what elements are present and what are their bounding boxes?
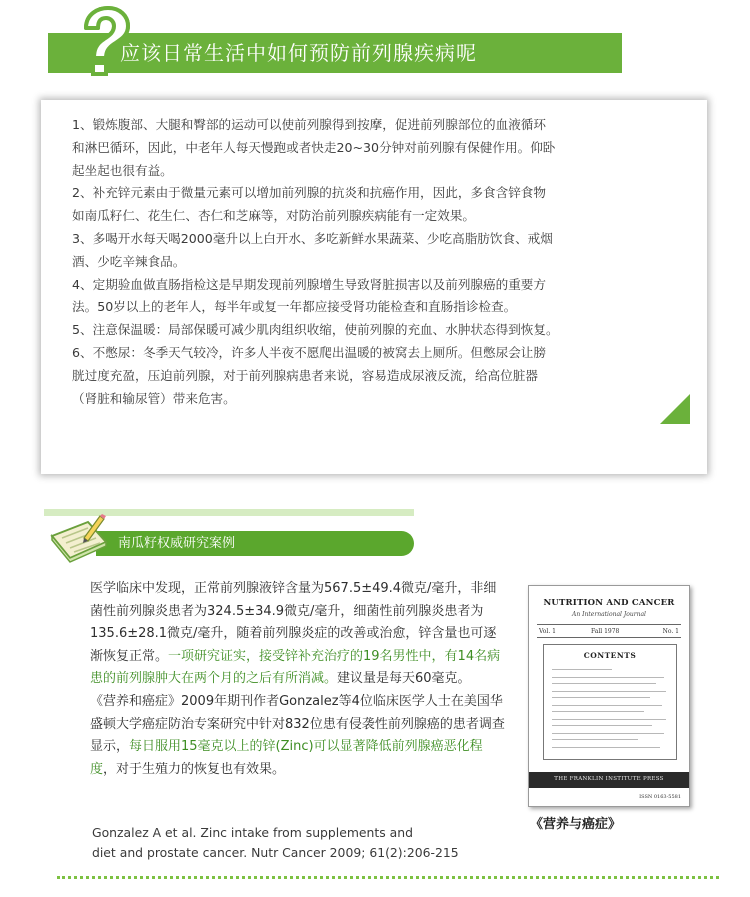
contents-line — [552, 733, 664, 734]
citation-line-1: Gonzalez A et al. Zinc intake from supplements and — [92, 825, 413, 840]
journal-cover-image — [528, 585, 690, 807]
contents-line — [552, 705, 662, 706]
tip-line: 4、定期验血做直肠指检这是早期发现前列腺增生导致肾脏损害以及前列腺癌的重要方 — [72, 276, 546, 292]
journal-subtitle: An International Journal — [572, 611, 646, 618]
contents-line — [552, 747, 660, 748]
research-para2-text: 《营养和癌症》2009年期刊作者Gonzalez等4位临床医学人士在美国华盛顿大学癌症防治专案研究中针对832位患有侵袭性前列腺癌的患者调查显示， — [90, 693, 505, 755]
journal-date: Fall 1978 — [591, 628, 620, 635]
journal-rule — [537, 637, 681, 638]
research-para2-highlight: 每日服用15毫克以上的锌(Zinc)可以显著降低前列腺癌恶化程度 — [90, 739, 483, 777]
research-para1-tail: 建议量是每天60毫克。 — [337, 671, 471, 687]
contents-line — [552, 677, 664, 678]
journal-caption: 《营养与癌症》 — [530, 817, 622, 832]
contents-line — [552, 725, 652, 726]
citation-line-2: diet and prostate cancer. Nutr Cancer 2009; 61(2):206-215 — [92, 845, 459, 860]
notebook-pencil-icon — [48, 512, 110, 564]
contents-line — [552, 711, 644, 712]
section-title: 应该日常生活中如何预防前列腺疾病呢 — [120, 41, 477, 65]
contents-line — [552, 739, 638, 740]
tip-line: 2、补充锌元素由于微量元素可以增加前列腺的抗炎和抗癌作用，因此，多食含锌食物 — [72, 185, 546, 201]
journal-name: NUTRITION AND CANCER — [543, 598, 675, 608]
journal-publisher: THE FRANKLIN INSTITUTE PRESS — [554, 776, 664, 782]
journal-contents-box — [543, 644, 677, 760]
research-para1-highlight: 一项研究证实，接受锌补充治疗的19名男性中，有14名病患的前列腺肿大在两个月的之后有所消减。 — [90, 648, 501, 687]
tip-line: 3、多喝开水每天喝2000毫升以上白开水、多吃新鲜水果蔬菜、少吃高脂肪饮食、戒烟 — [72, 230, 553, 246]
journal-volume: Vol. 1 — [539, 628, 556, 635]
tip-line: 法。50岁以上的老年人，每半年或复一年都应接受肾功能检查和直肠指诊检查。 — [72, 299, 517, 315]
journal-number: No. 1 — [662, 628, 679, 635]
tip-line: 胱过度充盈，压迫前列腺，对于前列腺病患者来说，容易造成尿液反流，给高位脏器 — [72, 367, 538, 383]
research-para2-tail: ，对于生殖力的恢复也有效果。 — [103, 761, 286, 777]
journal-contents-label: CONTENTS — [583, 651, 637, 660]
research-para1-text: 医学临床中发现，正常前列腺液锌含量为567.5±49.4微克/毫升，非细菌性前列腺炎患者为324.5±34.9微克/毫升，细菌性前列腺炎患者为135.6±28.1微克/毫升，随着前列腺炎症的改善或治愈，锌含量也可逐渐恢复正常。 — [90, 581, 497, 664]
research-text — [90, 578, 508, 781]
tip-line: 6、不憋尿：冬季天气较冷，许多人半夜不愿爬出温暖的被窝去上厕所。但憋尿会让膀 — [72, 344, 546, 360]
journal-rule — [537, 624, 681, 625]
journal-issn: ISSN 0163-5581 — [639, 794, 681, 800]
contents-line — [552, 669, 612, 670]
prevention-tips-list — [72, 114, 696, 410]
contents-line — [552, 691, 666, 692]
contents-line — [552, 697, 650, 698]
research-title: 南瓜籽权威研究案例 — [118, 536, 236, 551]
dotted-divider — [57, 876, 719, 879]
corner-triangle-icon — [660, 394, 690, 424]
tip-line: 酒、少吃辛辣食品。 — [72, 253, 186, 269]
contents-line — [552, 683, 656, 684]
tip-line: 和淋巴循环，因此，中老年人每天慢跑或者快走20~30分钟对前列腺有保健作用。仰卧 — [72, 139, 556, 155]
contents-line — [552, 719, 666, 720]
tip-line: 5、注意保温暖：局部保暖可减少肌肉组织收缩，使前列腺的充血、水肿状态得到恢复。 — [72, 322, 559, 338]
tip-line: 1、锻炼腹部、大腿和臀部的运动可以使前列腺得到按摩，促进前列腺部位的血液循环 — [72, 117, 546, 132]
citation — [92, 823, 512, 863]
tip-line: 如南瓜籽仁、花生仁、杏仁和芝麻等，对防治前列腺疾病能有一定效果。 — [72, 208, 475, 224]
tip-line: （肾脏和输尿管）带来危害。 — [72, 390, 236, 406]
tip-line: 起坐起也很有益。 — [72, 162, 173, 178]
